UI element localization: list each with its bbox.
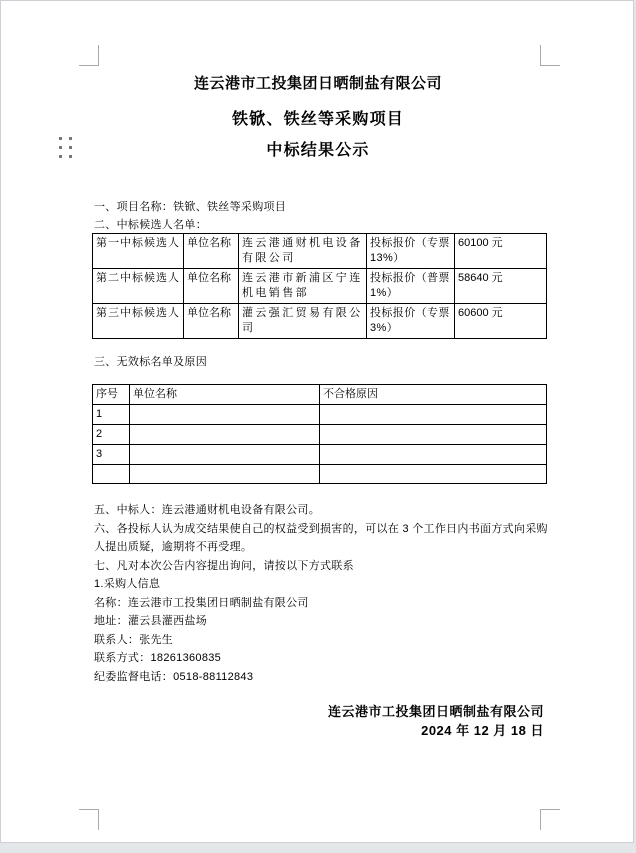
- purchaser-address: 地址：灌云县灌西盐场: [94, 615, 207, 627]
- winner-line: 五、中标人：连云港通财机电设备有限公司。: [94, 504, 320, 516]
- candidate-company: 连云港通财机电设备有限公司: [239, 234, 367, 269]
- unit-cell: [130, 445, 320, 465]
- unit-name-label: 单位名称: [184, 304, 239, 339]
- invalid-bids-table: [92, 384, 547, 484]
- reason-cell: [320, 405, 547, 425]
- doc-title-project: 铁锨、铁丝等采购项目: [231, 111, 404, 128]
- margin-crop-mark-top-right: [540, 45, 560, 66]
- signature-company: 连云港市工投集团日晒制盐有限公司: [327, 704, 544, 719]
- contact-person: 联系人：张先生: [94, 633, 174, 646]
- purchaser-info-heading: 1.采购人信息: [94, 578, 161, 590]
- col-header-unit: 单位名称: [130, 385, 320, 405]
- col-header-index: 序号: [93, 385, 130, 405]
- bid-price-label: 投标报价（专票3%）: [367, 304, 455, 339]
- row-index: 1: [93, 405, 130, 425]
- table-row: [93, 445, 547, 465]
- table-row: [93, 465, 547, 484]
- table-row: [93, 304, 547, 339]
- reason-cell: [320, 425, 547, 445]
- unit-name-label: 单位名称: [184, 269, 239, 304]
- doc-title-company: 连云港市工投集团日晒制盐有限公司: [193, 75, 442, 92]
- reason-cell: [320, 465, 547, 484]
- contact-phone: 联系方式：18261360835: [94, 652, 222, 664]
- inquiry-line: 七、凡对本次公告内容提出询问，请按以下方式联系: [94, 559, 354, 572]
- table-row: [93, 425, 547, 445]
- table-row: [93, 234, 547, 269]
- candidate-company: 灌云强汇贸易有限公司: [239, 304, 367, 339]
- winner-candidates-table: [92, 233, 547, 339]
- table-row: [93, 269, 547, 304]
- row-index: 3: [93, 445, 130, 465]
- bid-price-value: 60600 元: [455, 304, 547, 339]
- reason-cell: [320, 445, 547, 465]
- supervision-phone: 纪委监督电话：0518-88112843: [94, 670, 254, 683]
- objection-notice-line1: 六、各投标人认为成交结果使自己的权益受到损害的，可以在 3 个工作日内书面方式向采购: [94, 522, 548, 535]
- table-row: [93, 405, 547, 425]
- candidate-company: 连云港市新浦区宁连机电销售部: [239, 269, 367, 304]
- objection-notice-line2: 人提出质疑，逾期将不再受理。: [94, 541, 253, 553]
- candidates-heading: 二、中标候选人名单：: [94, 219, 207, 231]
- doc-title-announcement: 中标结果公示: [266, 142, 370, 159]
- margin-crop-mark-bottom-right: [540, 809, 560, 830]
- row-index: [93, 465, 130, 484]
- row-index: 2: [93, 425, 130, 445]
- margin-crop-mark-top-left: [79, 45, 99, 66]
- col-header-reason: 不合格原因: [320, 385, 547, 405]
- candidate-rank: 第二中标候选人: [93, 269, 184, 304]
- margin-crop-mark-bottom-left: [79, 809, 99, 830]
- candidate-rank: 第三中标候选人: [93, 304, 184, 339]
- invalid-bids-heading: 三、无效标名单及原因: [94, 356, 207, 368]
- unit-cell: [130, 405, 320, 425]
- candidate-rank: 第一中标候选人: [93, 234, 184, 269]
- table-header-row: [93, 385, 547, 405]
- bid-price-value: 60100 元: [455, 234, 547, 269]
- signature-date: 2024 年 12 月 18 日: [421, 723, 544, 738]
- signature-block: [328, 702, 544, 740]
- unit-cell: [130, 465, 320, 484]
- bid-price-label: 投标报价（专票13%）: [367, 234, 455, 269]
- unit-cell: [130, 425, 320, 445]
- bid-price-value: 58640 元: [455, 269, 547, 304]
- bid-price-label: 投标报价（普票1%）: [367, 269, 455, 304]
- project-name-line: 一、项目名称：铁锨、铁丝等采购项目: [94, 201, 287, 213]
- unit-name-label: 单位名称: [184, 234, 239, 269]
- body-text-block: [94, 501, 554, 686]
- purchaser-name: 名称：连云港市工投集团日晒制盐有限公司: [94, 596, 309, 609]
